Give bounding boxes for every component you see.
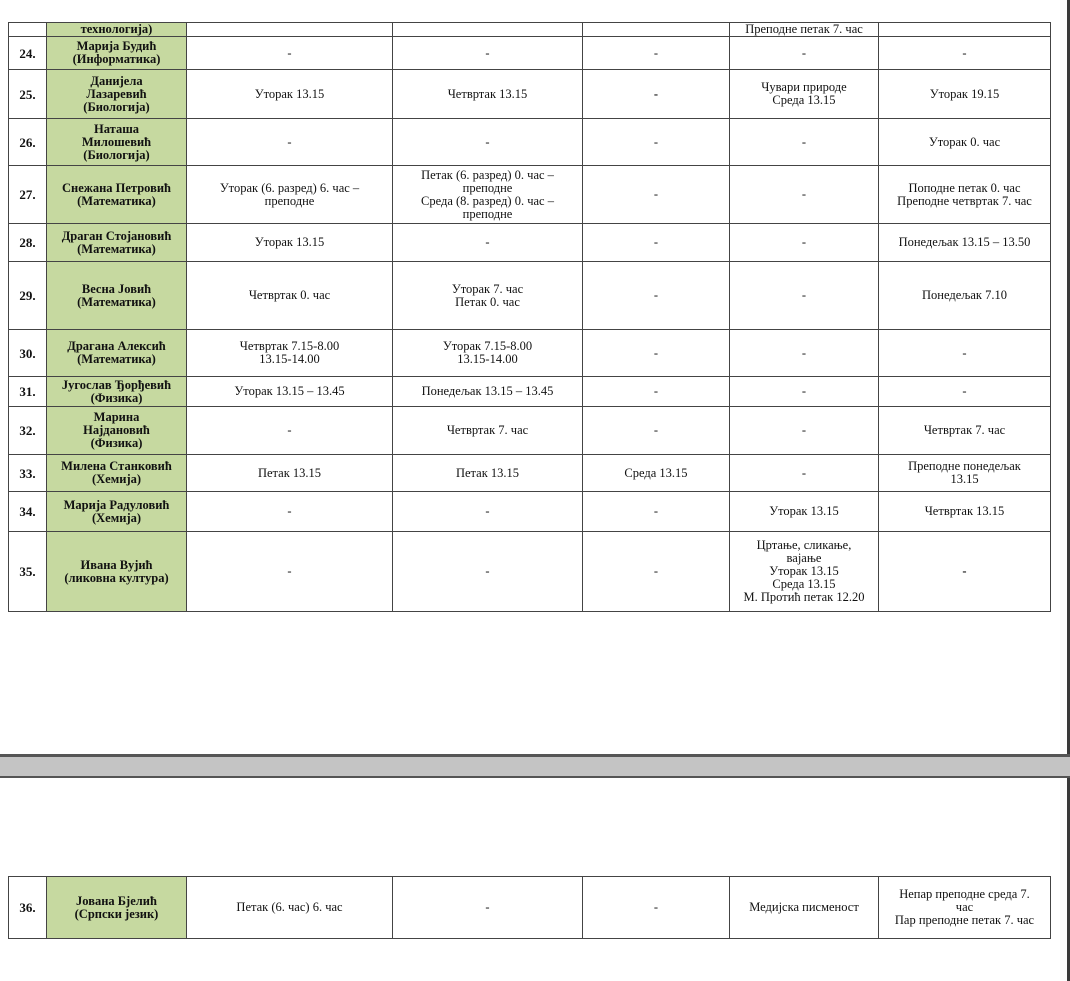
schedule-cell: - <box>583 532 730 612</box>
schedule-cell: Петак 13.15 <box>393 455 583 492</box>
schedule-cell: Понедељак 13.15 – 13.45 <box>393 377 583 407</box>
schedule-cell <box>393 23 583 37</box>
schedule-cell: Петак 13.15 <box>187 455 393 492</box>
schedule-cell: Уторак 7.15-8.00 13.15-14.00 <box>393 330 583 377</box>
row-number: 31. <box>9 377 47 407</box>
table-row <box>9 330 1051 377</box>
teacher-name: Наташа Милошевић (Биологија) <box>47 119 187 166</box>
schedule-cell: - <box>730 455 879 492</box>
schedule-cell: - <box>730 37 879 70</box>
teacher-name: Драгана Алексић (Математика) <box>47 330 187 377</box>
schedule-cell: - <box>583 224 730 262</box>
teacher-name: Марина Најдановић (Физика) <box>47 407 187 455</box>
schedule-cell: Среда 13.15 <box>583 455 730 492</box>
schedule-cell: - <box>393 37 583 70</box>
schedule-cell: - <box>583 119 730 166</box>
row-number: 29. <box>9 262 47 330</box>
schedule-cell: - <box>393 532 583 612</box>
schedule-cell: - <box>393 877 583 939</box>
teacher-name: Марија Радуловић (Хемија) <box>47 492 187 532</box>
schedule-table <box>8 22 1051 612</box>
teacher-name: Ивана Вујић (ликовна култура) <box>47 532 187 612</box>
schedule-cell: - <box>583 70 730 119</box>
row-number <box>9 23 47 37</box>
schedule-cell: - <box>583 166 730 224</box>
schedule-cell: - <box>879 37 1051 70</box>
schedule-cell: - <box>583 877 730 939</box>
schedule-cell: - <box>393 492 583 532</box>
row-number: 27. <box>9 166 47 224</box>
page-separator <box>0 754 1070 778</box>
teacher-name: Милена Станковић (Хемија) <box>47 455 187 492</box>
schedule-cell: Четвртак 7. час <box>393 407 583 455</box>
schedule-cell: Цртање, сликање, вајање Уторак 13.15 Среда 13.15 М. Протић петак 12.20 <box>730 532 879 612</box>
table-row <box>9 119 1051 166</box>
schedule-cell: - <box>730 224 879 262</box>
row-number: 24. <box>9 37 47 70</box>
schedule-cell: - <box>393 119 583 166</box>
row-number: 30. <box>9 330 47 377</box>
table-row <box>9 224 1051 262</box>
schedule-cell: - <box>879 377 1051 407</box>
schedule-cell <box>583 23 730 37</box>
schedule-cell: Уторак 13.15 – 13.45 <box>187 377 393 407</box>
table-row <box>9 262 1051 330</box>
schedule-cell: - <box>583 37 730 70</box>
schedule-cell: Четвртак 13.15 <box>393 70 583 119</box>
teacher-name: Весна Јовић (Математика) <box>47 262 187 330</box>
table-row <box>9 532 1051 612</box>
schedule-cell: Понедељак 13.15 – 13.50 <box>879 224 1051 262</box>
table-row <box>9 455 1051 492</box>
row-number: 34. <box>9 492 47 532</box>
schedule-cell: - <box>730 330 879 377</box>
teacher-name: технологија) <box>47 23 187 37</box>
schedule-cell: Уторак 13.15 <box>187 224 393 262</box>
schedule-cell <box>187 23 393 37</box>
schedule-cell: - <box>393 224 583 262</box>
schedule-cell: - <box>583 377 730 407</box>
schedule-cell: - <box>583 330 730 377</box>
schedule-cell: Преподне понедељак 13.15 <box>879 455 1051 492</box>
schedule-cell: - <box>187 37 393 70</box>
schedule-cell: Уторак 13.15 <box>730 492 879 532</box>
schedule-cell: - <box>583 262 730 330</box>
table-row <box>9 166 1051 224</box>
schedule-table-body <box>9 23 1051 612</box>
table-row <box>9 70 1051 119</box>
row-number: 25. <box>9 70 47 119</box>
schedule-cell: - <box>583 407 730 455</box>
teacher-name: Марија Будић (Информатика) <box>47 37 187 70</box>
teacher-name: Снежана Петровић (Математика) <box>47 166 187 224</box>
row-number: 33. <box>9 455 47 492</box>
schedule-cell: - <box>730 377 879 407</box>
row-number: 36. <box>9 877 47 939</box>
table-row <box>9 407 1051 455</box>
schedule-cell: Чувари природе Среда 13.15 <box>730 70 879 119</box>
schedule-cell: Уторак 19.15 <box>879 70 1051 119</box>
schedule-cell: Поподне петак 0. час Преподне четвртак 7. час <box>879 166 1051 224</box>
schedule-cell: Понедељак 7.10 <box>879 262 1051 330</box>
row-number: 28. <box>9 224 47 262</box>
teacher-name: Драган Стојановић (Математика) <box>47 224 187 262</box>
teacher-name: Југослав Ђорђевић (Физика) <box>47 377 187 407</box>
row-number: 35. <box>9 532 47 612</box>
schedule-cell: - <box>730 407 879 455</box>
schedule-cell: Преподне петак 7. час <box>730 23 879 37</box>
table-row <box>9 377 1051 407</box>
teacher-name: Данијела Лазаревић (Биологија) <box>47 70 187 119</box>
table-row <box>9 23 1051 37</box>
document-page-2 <box>0 778 1070 981</box>
schedule-cell: - <box>187 119 393 166</box>
schedule-cell: Четвртак 0. час <box>187 262 393 330</box>
row-number: 32. <box>9 407 47 455</box>
schedule-cell: - <box>730 262 879 330</box>
table-row <box>9 877 1051 939</box>
schedule-cell: - <box>730 166 879 224</box>
row-number: 26. <box>9 119 47 166</box>
schedule-cell: Петак (6. час) 6. час <box>187 877 393 939</box>
schedule-cell: Уторак 0. час <box>879 119 1051 166</box>
schedule-cell: Уторак (6. разред) 6. час – преподне <box>187 166 393 224</box>
schedule-cell: Четвртак 7. час <box>879 407 1051 455</box>
schedule-cell: Уторак 13.15 <box>187 70 393 119</box>
schedule-cell: - <box>879 330 1051 377</box>
schedule-cell: Четвртак 13.15 <box>879 492 1051 532</box>
table-row <box>9 37 1051 70</box>
schedule-cell: - <box>187 407 393 455</box>
schedule-cell: Непар преподне среда 7. час Пар преподне петак 7. час <box>879 877 1051 939</box>
teacher-name: Јована Бјелић (Српски језик) <box>47 877 187 939</box>
schedule-cell: Медијска писменост <box>730 877 879 939</box>
table-row <box>9 492 1051 532</box>
schedule-cell: - <box>730 119 879 166</box>
schedule-cell: Четвртак 7.15-8.00 13.15-14.00 <box>187 330 393 377</box>
schedule-cell: - <box>187 532 393 612</box>
schedule-cell: - <box>879 532 1051 612</box>
schedule-cell <box>879 23 1051 37</box>
schedule-table-continued <box>8 876 1051 939</box>
schedule-cell: Петак (6. разред) 0. час – преподне Среда (8. разред) 0. час – преподне <box>393 166 583 224</box>
schedule-cell: - <box>187 492 393 532</box>
schedule-cell: - <box>583 492 730 532</box>
schedule-cell: Уторак 7. час Петак 0. час <box>393 262 583 330</box>
